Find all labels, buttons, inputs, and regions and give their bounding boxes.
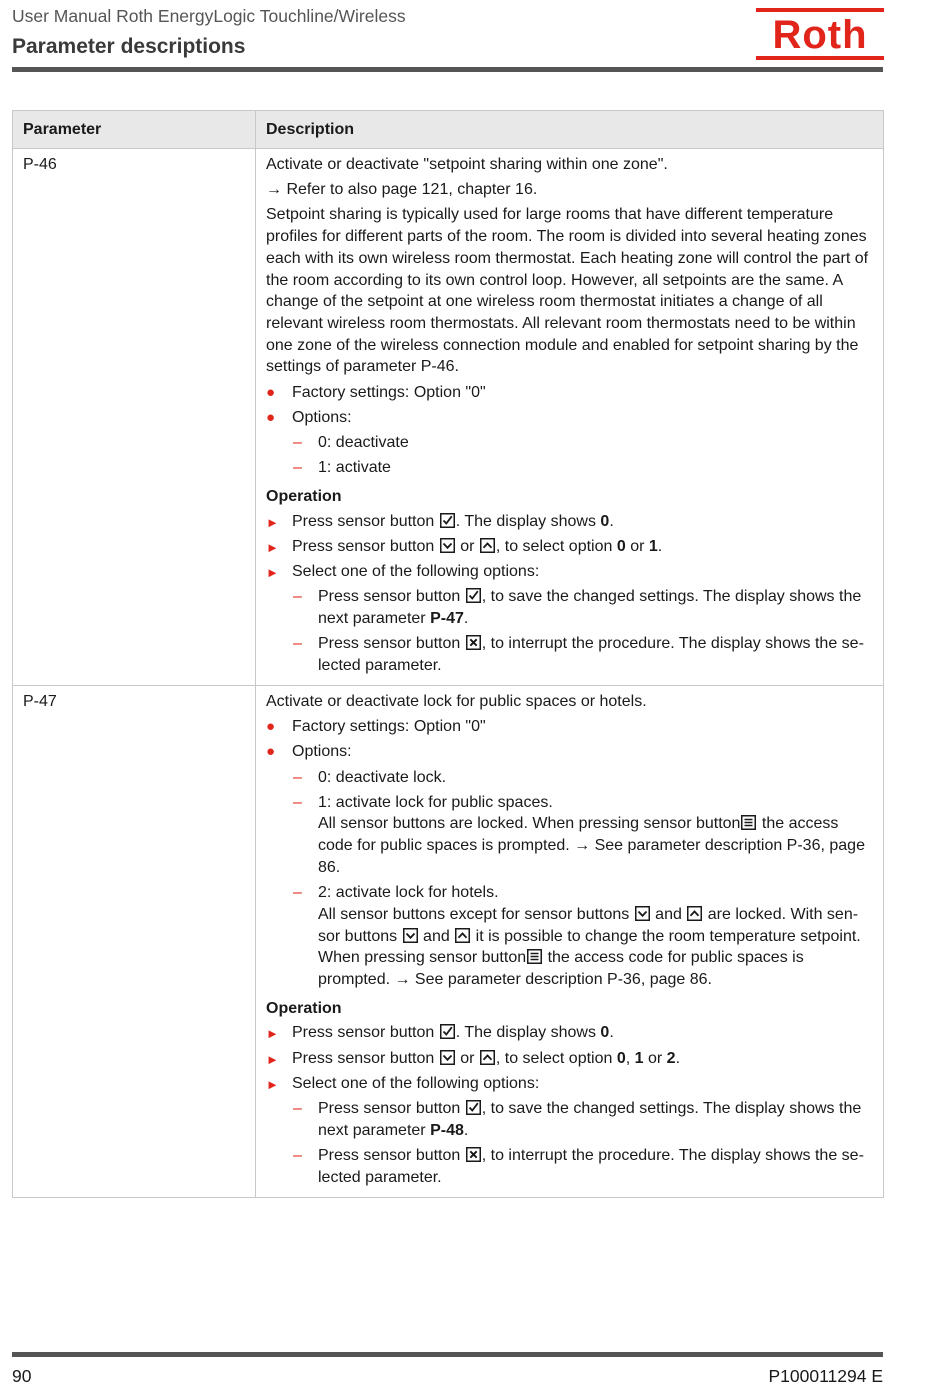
red-dot-icon: ● [266, 718, 276, 736]
option-text: All sensor buttons are locked. When pressing sensor button [318, 815, 741, 833]
list-item [292, 767, 873, 789]
step-text: Press sensor button [318, 635, 465, 653]
red-triangle-icon: ► [266, 1026, 279, 1042]
step-text: , to save the changed settings. The display shows the next parameter [318, 1099, 862, 1139]
list-item [266, 1073, 873, 1095]
document-id: P100011294 E [768, 1366, 883, 1386]
table-row-p46 [13, 149, 884, 686]
column-header-description: Description [256, 111, 884, 149]
page-number: 90 [12, 1366, 32, 1386]
p47-factory-settings: Factory settings: Option "0" [292, 718, 486, 736]
p46-option-0: 0: deactivate [318, 433, 409, 451]
list-item [266, 716, 873, 738]
menu-button-icon [741, 815, 756, 830]
list-item [266, 382, 873, 404]
list-item [292, 633, 873, 676]
menu-button-icon [527, 949, 542, 964]
step-text: , to select option [495, 537, 617, 555]
p47-options-label: Options: [292, 743, 352, 761]
step-text: Press sensor button [318, 588, 465, 606]
red-dash-icon: – [293, 884, 302, 902]
step-text: . [463, 609, 469, 627]
red-dot-icon: ● [266, 383, 276, 401]
next-parameter: P-48 [430, 1121, 464, 1139]
option-text: and [418, 927, 455, 945]
up-arrow-button-icon [687, 906, 702, 921]
step-text: or [455, 1049, 479, 1067]
step-text: Press sensor button [292, 1049, 439, 1067]
p47-choice-list [292, 1098, 873, 1188]
step-text: Press sensor button [292, 537, 439, 555]
list-item [292, 882, 873, 991]
red-dash-icon: – [293, 635, 302, 653]
p46-operation-steps [266, 511, 873, 583]
red-dash-icon: – [293, 1099, 302, 1117]
parameter-cell-p46: P-46 [13, 149, 256, 686]
p47-option-1: 1: activate lock for public spaces. [318, 793, 553, 811]
list-item [292, 586, 873, 629]
red-dash-icon: – [293, 459, 302, 477]
list-item [266, 536, 873, 558]
list-item [292, 457, 873, 479]
step-text: Press sensor button [292, 1024, 439, 1042]
checkmark-button-icon [440, 513, 455, 528]
p47-settings-list [266, 716, 873, 763]
option-text: All sensor buttons except for sensor buttons [318, 905, 634, 923]
down-arrow-button-icon [403, 928, 418, 943]
down-arrow-button-icon [635, 906, 650, 921]
down-arrow-button-icon [440, 1050, 455, 1065]
step-text: . The display shows [455, 1024, 601, 1042]
step-value: 0 [616, 1049, 626, 1067]
p46-options-label: Options: [292, 408, 352, 426]
list-item [266, 1048, 873, 1070]
step-text: , to interrupt the procedure. The display shows the selected parameter. [318, 635, 864, 674]
p47-option-0: 0: deactivate lock. [318, 768, 447, 786]
red-dash-icon: – [293, 433, 302, 451]
p47-operation-title: Operation [266, 999, 342, 1017]
step-text: Press sensor button [318, 1099, 465, 1117]
step-text: . [609, 512, 614, 530]
checkmark-button-icon [466, 1100, 481, 1115]
step-value: 0 [600, 512, 610, 530]
step-text: . The display shows [455, 512, 601, 530]
step-text: , to save the changed settings. The display shows the next parameter [318, 588, 862, 627]
red-triangle-icon: ► [266, 514, 279, 530]
option-text: and [650, 905, 687, 923]
description-cell-p47 [256, 685, 884, 1197]
option-text: it is possible to change the room temperature setpoint. When pressing sensor button [318, 927, 861, 967]
step-text: , [625, 1049, 635, 1067]
step-value: 2 [666, 1049, 676, 1067]
option-text: are locked. With sensor buttons [318, 905, 859, 945]
step-text: or [643, 1049, 667, 1067]
manual-title: User Manual Roth EnergyLogic Touchline/Wireless [12, 6, 406, 26]
p46-body: Setpoint sharing is typically used for large rooms that have different temperature profiles for different parts of the room. The room is divided into several heating zones each with its own wireless room thermostat. Each heating zone will control the part of the room according to its own control loop. However, all setpoints are the same. A change of the setpoint at one wireless room thermostat initiates a change of all relevant wireless room thermostats. All relevant room thermostats need to be within one zone of the wireless connection module and enabled for setpoint sharing by the settings of parameter P-46. [266, 206, 869, 376]
red-dash-icon: – [293, 588, 302, 606]
cross-button-icon [466, 635, 481, 650]
step-text: , to interrupt the procedure. The display shows the selected parameter. [318, 1146, 864, 1186]
step-text: or [455, 537, 479, 555]
p47-operation-steps [266, 1022, 873, 1094]
list-item [266, 511, 873, 533]
roth-logo [756, 8, 884, 64]
up-arrow-button-icon [455, 928, 470, 943]
step-text: Select one of the following options: [292, 1074, 540, 1092]
next-parameter: P-47 [430, 609, 464, 627]
step-text: or [625, 537, 649, 555]
red-triangle-icon: ► [266, 564, 279, 580]
up-arrow-button-icon [480, 1050, 495, 1065]
red-triangle-icon: ► [266, 1051, 279, 1067]
description-cell-p46 [256, 149, 884, 686]
list-item [292, 1098, 873, 1141]
red-dash-icon: – [293, 793, 302, 811]
red-triangle-icon: ► [266, 1076, 279, 1092]
header-rule [12, 67, 883, 72]
step-text: , to select option [495, 1049, 617, 1067]
step-value: 1 [648, 537, 658, 555]
list-item [266, 741, 873, 763]
logo-text: Roth [772, 13, 868, 57]
down-arrow-button-icon [440, 538, 455, 553]
option-text: the access code for public spaces is prompted. → See parameter description P-36, page 86. [318, 949, 804, 988]
p46-settings-list [266, 382, 873, 429]
step-text: Press sensor button [292, 512, 439, 530]
list-item [266, 407, 873, 429]
step-text: Press sensor button [318, 1146, 465, 1164]
table-header-row [13, 111, 884, 149]
option-text: the access code for public spaces is prompted. → See parameter description P-36, page 86. [318, 815, 865, 876]
parameter-cell-p47: P-47 [13, 685, 256, 1197]
red-triangle-icon: ► [266, 539, 279, 555]
list-item [292, 792, 873, 879]
page-header [12, 0, 883, 74]
list-item [266, 561, 873, 583]
step-text: . [609, 1024, 614, 1042]
table-row-p47 [13, 685, 884, 1197]
step-text: . [463, 1121, 469, 1139]
step-value: 0 [600, 1024, 610, 1042]
cross-button-icon [466, 1147, 481, 1162]
list-item [266, 1022, 873, 1044]
p46-intro: Activate or deactivate "setpoint sharing within one zone". [266, 156, 668, 173]
step-text: . [657, 537, 663, 555]
parameter-table [12, 110, 884, 1198]
column-header-parameter: Parameter [13, 111, 256, 149]
checkmark-button-icon [466, 588, 481, 603]
step-text: . [675, 1049, 681, 1067]
page-title: Parameter descriptions [12, 35, 246, 58]
red-dash-icon: – [293, 768, 302, 786]
step-value: 0 [616, 537, 626, 555]
red-dot-icon: ● [266, 743, 276, 761]
up-arrow-button-icon [480, 538, 495, 553]
step-value: 1 [634, 1049, 644, 1067]
p46-choice-list [292, 586, 873, 676]
p47-options-list [292, 767, 873, 991]
checkmark-button-icon [440, 1024, 455, 1039]
step-text: Select one of the following options: [292, 562, 540, 580]
p46-operation-title: Operation [266, 487, 342, 505]
footer-rule [12, 1352, 883, 1357]
p46-reference: → Refer to also page 121, chapter 16. [266, 181, 538, 199]
list-item [292, 1145, 873, 1188]
p47-intro: Activate or deactivate lock for public spaces or hotels. [266, 692, 647, 710]
p46-factory-settings: Factory settings: Option "0" [292, 383, 486, 401]
list-item [292, 432, 873, 454]
p47-option-2: 2: activate lock for hotels. [318, 884, 499, 902]
p46-option-1: 1: activate [318, 459, 391, 477]
red-dot-icon: ● [266, 408, 276, 426]
red-dash-icon: – [293, 1146, 302, 1164]
p46-options-list [292, 432, 873, 479]
